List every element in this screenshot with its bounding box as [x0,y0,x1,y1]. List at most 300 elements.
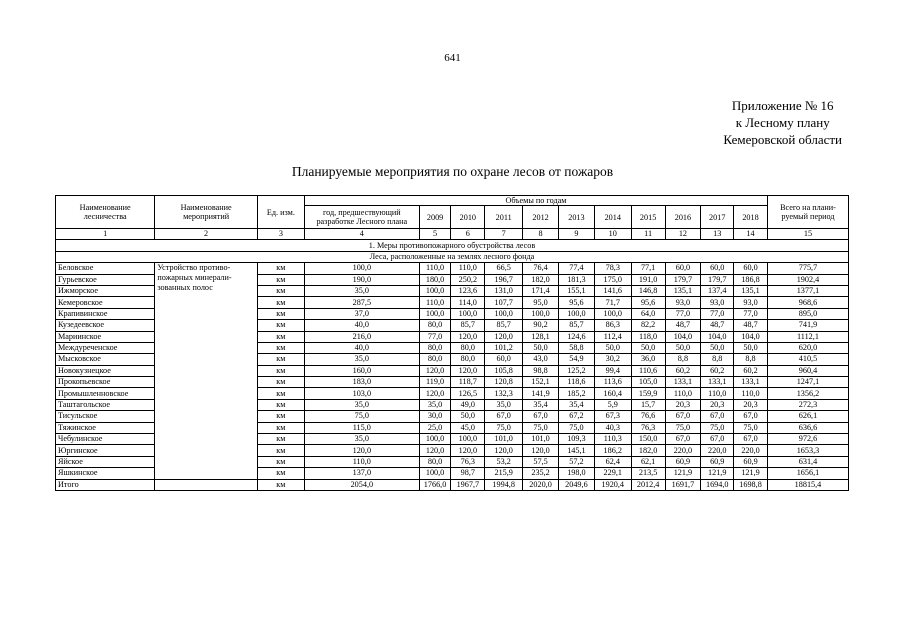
forestry-name: Кемеровское [56,297,155,308]
value-cell: 182,0 [631,445,665,456]
value-cell: 67,0 [523,411,559,422]
total-cell: 1247,1 [767,377,848,388]
value-cell: 80,0 [419,320,451,331]
activity-empty [155,479,257,490]
total-cell: 1653,3 [767,445,848,456]
unit-cell: км [257,468,304,479]
value-cell: 60,0 [665,263,701,274]
total-cell: 741,9 [767,320,848,331]
value-cell: 77,0 [734,308,768,319]
value-cell: 287,5 [304,297,419,308]
value-cell: 145,1 [558,445,594,456]
value-cell: 146,8 [631,285,665,296]
value-cell: 57,2 [558,456,594,467]
total-cell: 1377,1 [767,285,848,296]
value-cell: 20,3 [701,399,734,410]
total-cell: 775,7 [767,263,848,274]
value-cell: 107,7 [485,297,523,308]
header-year: 2013 [558,206,594,229]
value-cell: 100,0 [419,434,451,445]
unit-cell: км [257,285,304,296]
value-cell: 220,0 [701,445,734,456]
forestry-name: Мысковское [56,354,155,365]
value-cell: 110,0 [734,388,768,399]
value-cell: 135,1 [734,285,768,296]
value-cell: 37,0 [304,308,419,319]
total-cell: 410,5 [767,354,848,365]
value-cell: 179,7 [701,274,734,285]
value-cell: 213,5 [631,468,665,479]
value-cell: 85,7 [558,320,594,331]
value-cell: 110,0 [304,456,419,467]
unit-cell: км [257,377,304,388]
unit-cell: км [257,365,304,376]
value-cell: 133,1 [665,377,701,388]
forestry-name: Мариинское [56,331,155,342]
value-cell: 15,7 [631,399,665,410]
value-cell: 49,0 [451,399,485,410]
forestry-name: Тяжинское [56,422,155,433]
column-number: 9 [558,229,594,240]
value-cell: 5,9 [594,399,631,410]
forestry-name: Яшкинское [56,468,155,479]
value-cell: 71,7 [594,297,631,308]
value-cell: 64,0 [631,308,665,319]
value-cell: 198,0 [558,468,594,479]
value-cell: 50,0 [631,342,665,353]
total-cell: 272,3 [767,399,848,410]
value-cell: 100,0 [594,308,631,319]
value-cell: 120,8 [485,377,523,388]
header-year: 2011 [485,206,523,229]
total-cell: 636,6 [767,422,848,433]
value-cell: 50,0 [594,342,631,353]
value-cell: 104,0 [701,331,734,342]
header-year: 2010 [451,206,485,229]
value-cell: 60,2 [665,365,701,376]
header-year: 2012 [523,206,559,229]
value-cell: 191,0 [631,274,665,285]
value-cell: 1766,0 [419,479,451,490]
subsection-title: Леса, расположенные на землях лесного фонда [56,251,849,262]
value-cell: 48,7 [701,320,734,331]
total-cell: 1902,4 [767,274,848,285]
value-cell: 67,2 [558,411,594,422]
value-cell: 99,4 [594,365,631,376]
value-cell: 93,0 [701,297,734,308]
value-cell: 183,0 [304,377,419,388]
value-cell: 80,0 [419,456,451,467]
value-cell: 100,0 [304,263,419,274]
value-cell: 30,0 [419,411,451,422]
unit-cell: км [257,388,304,399]
unit-cell: км [257,411,304,422]
value-cell: 43,0 [523,354,559,365]
value-cell: 120,0 [419,365,451,376]
value-cell: 48,7 [734,320,768,331]
forestry-name: Гурьевское [56,274,155,285]
total-cell: 960,4 [767,365,848,376]
value-cell: 121,9 [665,468,701,479]
value-cell: 196,7 [485,274,523,285]
value-cell: 60,9 [701,456,734,467]
value-cell: 66,5 [485,263,523,274]
value-cell: 175,0 [594,274,631,285]
value-cell: 118,7 [451,377,485,388]
value-cell: 125,2 [558,365,594,376]
header-year: 2009 [419,206,451,229]
value-cell: 67,0 [665,411,701,422]
fire-protection-table [55,195,849,491]
value-cell: 132,3 [485,388,523,399]
value-cell: 115,0 [304,422,419,433]
header-forestry: Наименование лесничества [56,196,155,229]
value-cell: 186,2 [594,445,631,456]
value-cell: 80,0 [419,354,451,365]
value-cell: 120,0 [485,331,523,342]
value-cell: 67,0 [734,411,768,422]
value-cell: 110,0 [419,263,451,274]
value-cell: 185,2 [558,388,594,399]
value-cell: 133,1 [734,377,768,388]
total-cell: 1112,1 [767,331,848,342]
value-cell: 95,6 [558,297,594,308]
value-cell: 67,0 [701,411,734,422]
value-cell: 60,2 [701,365,734,376]
value-cell: 77,4 [558,263,594,274]
value-cell: 67,0 [485,411,523,422]
value-cell: 100,0 [523,308,559,319]
value-cell: 67,0 [701,434,734,445]
value-cell: 76,4 [523,263,559,274]
value-cell: 98,8 [523,365,559,376]
activity-name: Устройство противо-пожарных минерали-зованных полос [155,263,257,479]
value-cell: 103,0 [304,388,419,399]
header-year: 2015 [631,206,665,229]
header-volumes: Объемы по годам [304,196,767,206]
value-cell: 181,3 [558,274,594,285]
value-cell: 54,9 [558,354,594,365]
total-cell: 620,0 [767,342,848,353]
value-cell: 20,3 [665,399,701,410]
document-title: Планируемые мероприятия по охране лесов от пожаров [291,164,614,179]
value-cell: 137,0 [304,468,419,479]
section-title: 1. Меры противопожарного обустройства лесов [56,240,849,251]
value-cell: 76,3 [451,456,485,467]
total-cell: 972,6 [767,434,848,445]
value-cell: 60,9 [734,456,768,467]
value-cell: 101,2 [485,342,523,353]
value-cell: 100,0 [419,468,451,479]
forestry-name: Беловское [56,263,155,274]
value-cell: 1691,7 [665,479,701,490]
value-cell: 67,0 [734,434,768,445]
value-cell: 80,0 [419,342,451,353]
value-cell: 77,0 [419,331,451,342]
value-cell: 121,9 [701,468,734,479]
value-cell: 101,0 [485,434,523,445]
value-cell: 40,0 [304,320,419,331]
value-cell: 2054,0 [304,479,419,490]
column-number: 11 [631,229,665,240]
column-number: 14 [734,229,768,240]
value-cell: 82,2 [631,320,665,331]
value-cell: 110,0 [419,297,451,308]
value-cell: 40,0 [304,342,419,353]
value-cell: 35,4 [523,399,559,410]
value-cell: 50,0 [701,342,734,353]
value-cell: 109,3 [558,434,594,445]
value-cell: 77,0 [701,308,734,319]
value-cell: 8,8 [665,354,701,365]
value-cell: 133,1 [701,377,734,388]
value-cell: 85,7 [485,320,523,331]
value-cell: 60,0 [701,263,734,274]
value-cell: 60,0 [734,263,768,274]
value-cell: 118,0 [631,331,665,342]
column-number: 6 [451,229,485,240]
value-cell: 35,0 [419,399,451,410]
column-number: 1 [56,229,155,240]
value-cell: 48,7 [665,320,701,331]
value-cell: 98,7 [451,468,485,479]
value-cell: 8,8 [701,354,734,365]
value-cell: 77,0 [665,308,701,319]
value-cell: 215,9 [485,468,523,479]
unit-cell: км [257,422,304,433]
value-cell: 120,0 [451,331,485,342]
value-cell: 160,0 [304,365,419,376]
value-cell: 50,0 [451,411,485,422]
header-activity: Наименование мероприятий [155,196,257,229]
value-cell: 86,3 [594,320,631,331]
column-number: 7 [485,229,523,240]
header-prev-year: год, предшествующий разработке Лесного плана [304,206,419,229]
unit-cell: км [257,456,304,467]
value-cell: 35,0 [485,399,523,410]
value-cell: 100,0 [485,308,523,319]
page-number: 641 [444,52,461,64]
forestry-name: Итого [56,479,155,490]
value-cell: 100,0 [419,285,451,296]
value-cell: 152,1 [523,377,559,388]
value-cell: 220,0 [665,445,701,456]
forestry-name: Кузедеевское [56,320,155,331]
value-cell: 120,0 [451,445,485,456]
appendix-line: Приложение № 16 [731,98,834,113]
forestry-name: Промышленновское [56,388,155,399]
value-cell: 95,6 [631,297,665,308]
value-cell: 135,1 [665,285,701,296]
value-cell: 62,4 [594,456,631,467]
value-cell: 80,0 [451,342,485,353]
forestry-name: Таштагольское [56,399,155,410]
value-cell: 160,4 [594,388,631,399]
forestry-name: Юргинское [56,445,155,456]
value-cell: 1967,7 [451,479,485,490]
value-cell: 60,0 [485,354,523,365]
value-cell: 57,5 [523,456,559,467]
value-cell: 250,2 [451,274,485,285]
total-row [56,479,849,490]
value-cell: 1920,4 [594,479,631,490]
value-cell: 62,1 [631,456,665,467]
value-cell: 120,0 [419,388,451,399]
unit-cell: км [257,320,304,331]
header-total: Всего на плани-руемый период [767,196,848,229]
value-cell: 104,0 [734,331,768,342]
value-cell: 121,9 [734,468,768,479]
appendix-heading [723,97,842,148]
value-cell: 126,5 [451,388,485,399]
value-cell: 114,0 [451,297,485,308]
value-cell: 75,0 [734,422,768,433]
value-cell: 128,1 [523,331,559,342]
value-cell: 50,0 [665,342,701,353]
forestry-name: Ижморское [56,285,155,296]
value-cell: 155,1 [558,285,594,296]
value-cell: 67,3 [594,411,631,422]
value-cell: 105,0 [631,377,665,388]
value-cell: 110,0 [665,388,701,399]
value-cell: 171,4 [523,285,559,296]
value-cell: 112,4 [594,331,631,342]
value-cell: 2012,4 [631,479,665,490]
value-cell: 75,0 [485,422,523,433]
column-number: 15 [767,229,848,240]
column-number: 5 [419,229,451,240]
forestry-name: Яйское [56,456,155,467]
value-cell: 35,0 [304,354,419,365]
unit-cell: км [257,342,304,353]
value-cell: 131,0 [485,285,523,296]
column-number: 8 [523,229,559,240]
value-cell: 100,0 [451,434,485,445]
header-unit: Ед. изм. [257,196,304,229]
value-cell: 67,0 [665,434,701,445]
value-cell: 104,0 [665,331,701,342]
unit-cell: км [257,354,304,365]
column-number: 2 [155,229,257,240]
value-cell: 120,0 [419,445,451,456]
value-cell: 75,0 [523,422,559,433]
value-cell: 100,0 [419,308,451,319]
table-row [56,263,849,274]
value-cell: 110,3 [594,434,631,445]
value-cell: 60,9 [665,456,701,467]
value-cell: 186,8 [734,274,768,285]
value-cell: 1694,0 [701,479,734,490]
value-cell: 36,0 [631,354,665,365]
column-number: 10 [594,229,631,240]
unit-cell: км [257,274,304,285]
value-cell: 50,0 [734,342,768,353]
value-cell: 141,9 [523,388,559,399]
value-cell: 141,6 [594,285,631,296]
value-cell: 113,6 [594,377,631,388]
forestry-name: Крапивинское [56,308,155,319]
value-cell: 100,0 [451,308,485,319]
value-cell: 35,0 [304,399,419,410]
value-cell: 35,0 [304,285,419,296]
total-cell: 1656,1 [767,468,848,479]
value-cell: 78,3 [594,263,631,274]
value-cell: 137,4 [701,285,734,296]
value-cell: 101,0 [523,434,559,445]
value-cell: 45,0 [451,422,485,433]
total-cell: 1356,2 [767,388,848,399]
forestry-name: Новокузнецкое [56,365,155,376]
value-cell: 120,0 [451,365,485,376]
value-cell: 93,0 [665,297,701,308]
value-cell: 90,2 [523,320,559,331]
section-row [56,240,849,251]
value-cell: 75,0 [558,422,594,433]
value-cell: 235,2 [523,468,559,479]
value-cell: 110,0 [701,388,734,399]
value-cell: 8,8 [734,354,768,365]
column-number: 12 [665,229,701,240]
value-cell: 76,6 [631,411,665,422]
value-cell: 120,0 [485,445,523,456]
value-cell: 120,0 [523,445,559,456]
value-cell: 182,0 [523,274,559,285]
value-cell: 120,0 [304,445,419,456]
value-cell: 216,0 [304,331,419,342]
value-cell: 124,6 [558,331,594,342]
forestry-name: Прокопьевское [56,377,155,388]
value-cell: 190,0 [304,274,419,285]
value-cell: 179,7 [665,274,701,285]
forestry-name: Тисульское [56,411,155,422]
value-cell: 1698,8 [734,479,768,490]
value-cell: 35,4 [558,399,594,410]
total-cell: 895,0 [767,308,848,319]
unit-cell: км [257,263,304,274]
value-cell: 20,3 [734,399,768,410]
value-cell: 60,2 [734,365,768,376]
value-cell: 93,0 [734,297,768,308]
value-cell: 123,6 [451,285,485,296]
value-cell: 95,0 [523,297,559,308]
total-cell: 626,1 [767,411,848,422]
unit-cell: км [257,445,304,456]
value-cell: 25,0 [419,422,451,433]
value-cell: 100,0 [558,308,594,319]
column-number: 3 [257,229,304,240]
value-cell: 53,2 [485,456,523,467]
forestry-name: Междуреченское [56,342,155,353]
column-number: 4 [304,229,419,240]
unit-cell: км [257,297,304,308]
unit-cell: км [257,479,304,490]
subsection-row [56,251,849,262]
value-cell: 35,0 [304,434,419,445]
unit-cell: км [257,434,304,445]
header-year: 2016 [665,206,701,229]
total-cell: 18815,4 [767,479,848,490]
value-cell: 110,6 [631,365,665,376]
value-cell: 75,0 [665,422,701,433]
value-cell: 76,3 [631,422,665,433]
header-year: 2017 [701,206,734,229]
value-cell: 80,0 [451,354,485,365]
value-cell: 2020,0 [523,479,559,490]
value-cell: 75,0 [701,422,734,433]
appendix-line: Кемеровской области [723,132,842,147]
value-cell: 118,6 [558,377,594,388]
value-cell: 105,8 [485,365,523,376]
